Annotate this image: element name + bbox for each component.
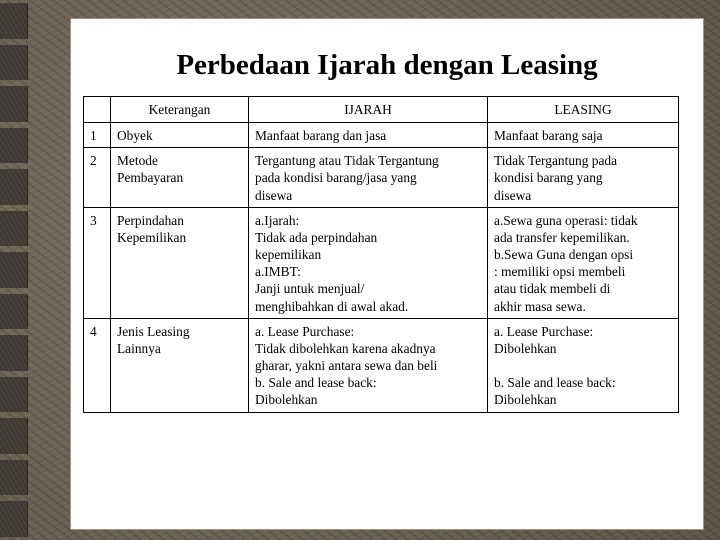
cell-line: Obyek [117, 128, 153, 144]
cell-line: Lainnya [117, 340, 161, 356]
cell-line: kondisi barang yang [494, 170, 603, 186]
cell-ijarah [249, 148, 488, 207]
cell-line: a. Lease Purchase: [255, 323, 355, 339]
cell-line: Tidak Tergantung pada [494, 153, 618, 169]
cell-line: gharar, yakni antara sewa dan beli [255, 358, 438, 374]
cell-line: a. Lease Purchase: [494, 323, 594, 339]
cell-line: Perpindahan [117, 212, 184, 228]
decorative-left-strip [0, 0, 55, 540]
cell-line: b. Sale and lease back: [494, 375, 616, 391]
cell-line: ada transfer kepemilikan. [494, 229, 630, 245]
cell-line: a.IMBT: [255, 264, 301, 280]
cell-line: akhir masa sewa. [494, 298, 586, 314]
table-row [84, 207, 679, 318]
cell-ijarah [249, 318, 488, 412]
header-keterangan: Keterangan [111, 97, 249, 123]
row-number: 3 [84, 207, 111, 318]
cell-line: b.Sewa Guna dengan opsi [494, 247, 634, 263]
cell-leasing [488, 318, 679, 412]
cell-line: Metode [117, 153, 158, 169]
row-number: 1 [84, 123, 111, 148]
cell-line: Pembayaran [117, 170, 184, 186]
cell-line: Janji untuk menjual/ [255, 281, 365, 297]
cell-keterangan [111, 148, 249, 207]
header-number [84, 97, 111, 123]
cell-line: menghibahkan di awal akad. [255, 298, 409, 314]
slide-title: Perbedaan Ijarah dengan Leasing [176, 49, 598, 81]
cell-line: atau tidak membeli di [494, 281, 611, 297]
cell-line: Tidak ada perpindahan [255, 229, 378, 245]
cell-line: Dibolehkan [494, 392, 557, 408]
cell-leasing [488, 123, 679, 148]
table-header-row [84, 97, 679, 123]
row-number: 2 [84, 148, 111, 207]
cell-line: pada kondisi barang/jasa yang [255, 170, 417, 186]
cell-line: Manfaat barang saja [494, 128, 603, 144]
row-number: 4 [84, 318, 111, 412]
cell-line: Tergantung atau Tidak Tergantung [255, 153, 439, 169]
table-row [84, 148, 679, 207]
cell-leasing [488, 148, 679, 207]
header-ijarah: IJARAH [249, 97, 488, 123]
cell-line: Dibolehkan [494, 340, 557, 356]
slide-canvas [70, 18, 704, 530]
cell-keterangan [111, 318, 249, 412]
cell-line: b. Sale and lease back: [255, 375, 377, 391]
cell-line: Tidak dibolehkan karena akadnya [255, 340, 436, 356]
cell-keterangan [111, 123, 249, 148]
cell-ijarah [249, 123, 488, 148]
cell-line: a.Sewa guna operasi: tidak [494, 212, 638, 228]
cell-keterangan [111, 207, 249, 318]
cell-line: Jenis Leasing [117, 323, 190, 339]
cell-line: kepemilikan [255, 247, 322, 263]
cell-line [494, 357, 673, 374]
cell-line: a.Ijarah: [255, 212, 300, 228]
table-row [84, 123, 679, 148]
cell-line: Manfaat barang dan jasa [255, 128, 387, 144]
comparison-table [83, 96, 679, 413]
cell-leasing [488, 207, 679, 318]
cell-line: Dibolehkan [255, 392, 318, 408]
cell-line: Kepemilikan [117, 229, 187, 245]
header-leasing: LEASING [488, 97, 679, 123]
cell-line: disewa [494, 187, 532, 203]
cell-line: : memiliki opsi membeli [494, 264, 626, 280]
cell-ijarah [249, 207, 488, 318]
cell-line: disewa [255, 187, 293, 203]
table-row [84, 318, 679, 412]
